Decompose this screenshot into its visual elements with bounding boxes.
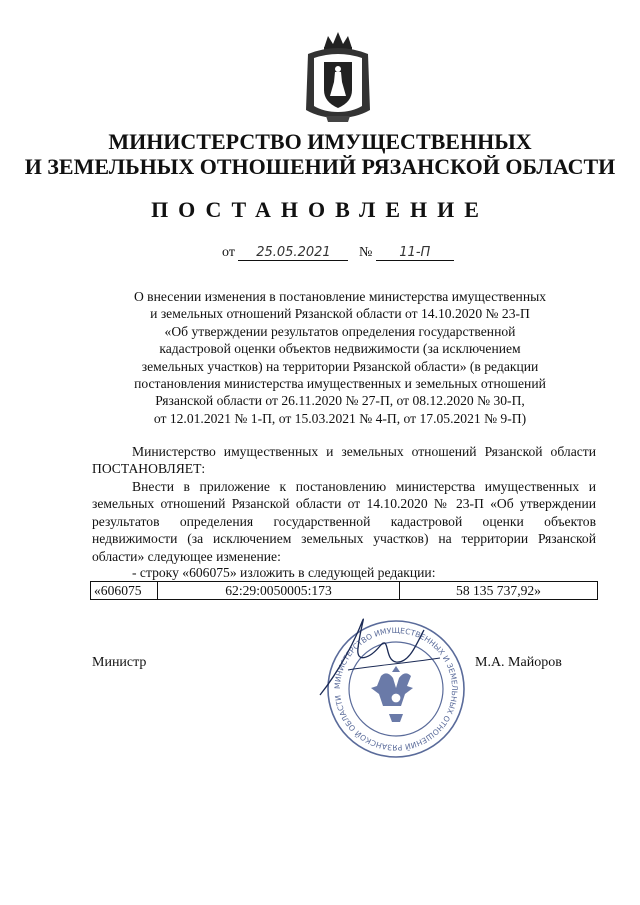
subject-line: «Об утверждении результатов определения государственной	[164, 323, 516, 339]
coat-of-arms-icon	[302, 28, 374, 124]
document-subject	[90, 288, 590, 427]
table-cell-cadastral-number: 62:29:0050005:173	[158, 582, 400, 600]
date-label: от	[222, 245, 235, 260]
document-type-heading: ПОСТАНОВЛЕНИЕ	[151, 197, 489, 222]
table-cell-value: 58 135 737,92»	[400, 582, 598, 600]
body-paragraph-1: Министерство имущественных и земельных отношений Рязанской области ПОСТАНОВЛЯЕТ:	[92, 444, 596, 477]
table-cell-code: «606075	[91, 582, 158, 600]
subject-line: земельных участков) на территории Рязанской области» (в редакции	[141, 358, 539, 374]
ministry-title-line2: И ЗЕМЕЛЬНЫХ ОТНОШЕНИЙ РЯЗАНСКОЙ ОБЛАСТИ	[24, 154, 616, 179]
body-paragraph-2: Внести в приложение к постановлению министерства имущественных и земельных отношений Рязанской области от 14.10.2020 № 23-П «Об утверждении результатов определения государственной кадастровой оценки объектов недвижимости (за исключением земельных участков) на территории Рязанской области» следующее изменение:	[92, 479, 596, 564]
amendment-table	[90, 581, 598, 600]
subject-line: и земельных отношений Рязанской области от 14.10.2020 № 23-П	[150, 306, 530, 322]
date-number-line	[222, 245, 454, 261]
handwritten-signature-icon	[300, 600, 480, 720]
table-row	[91, 582, 598, 600]
body-paragraph-3: - строку «606075» изложить в следующей редакции:	[132, 565, 436, 580]
seal-text: МИНИСТЕРСТВО ИМУЩЕСТВЕННЫХ И ЗЕМЕЛЬНЫХ ОТНОШЕНИЙ РЯЗАНСКОЙ ОБЛАСТИ	[332, 625, 460, 753]
subject-line: постановления министерства имущественных и земельных отношений	[134, 376, 546, 392]
ministry-title-line1: МИНИСТЕРСТВО ИМУЩЕСТВЕННЫХ	[108, 129, 532, 154]
subject-line: от 12.01.2021 № 1-П, от 15.03.2021 № 4-П, от 17.05.2021 № 9-П)	[153, 410, 527, 426]
handwritten-date: 25.05.2021	[238, 245, 348, 261]
signatory-position: Министр	[92, 655, 147, 670]
subject-line: Рязанской области от 26.11.2020 № 27-П, от 08.12.2020 № 30-П,	[155, 393, 525, 409]
signatory-name: М.А. Майоров	[475, 655, 562, 670]
subject-line: О внесении изменения в постановление министерства имущественных	[133, 289, 547, 304]
handwritten-number: 11-П	[376, 245, 454, 261]
number-label: №	[358, 245, 373, 260]
subject-line: кадастровой оценки объектов недвижимости (за исключением	[159, 341, 521, 357]
